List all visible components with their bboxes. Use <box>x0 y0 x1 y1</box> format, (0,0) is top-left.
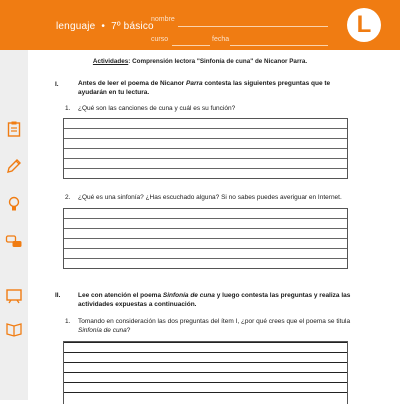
speech-bubbles-icon <box>4 232 24 252</box>
question-2-1-text-b: ? <box>126 326 131 334</box>
answer-line <box>64 148 347 149</box>
answer-box-1-2[interactable] <box>63 208 348 269</box>
header-bar <box>0 0 400 50</box>
logo-letter: L <box>356 11 372 38</box>
question-1-1-number: 1. <box>65 105 71 112</box>
pencil-icon <box>4 156 24 176</box>
answer-line <box>64 258 347 259</box>
answer-line <box>64 168 347 169</box>
section-2-text-italic: Sinfonía de cuna <box>162 292 215 299</box>
question-1-1: ¿Qué son las canciones de cuna y cuál es su función? <box>78 105 236 112</box>
worksheet-title <box>0 58 400 65</box>
answer-line <box>64 382 347 383</box>
answer-line <box>64 342 347 343</box>
question-2-1 <box>78 318 363 335</box>
book-icon <box>4 319 24 339</box>
answer-line <box>64 352 347 353</box>
light-bulb-icon <box>4 194 24 214</box>
name-field-line[interactable] <box>178 26 328 27</box>
answer-line <box>64 362 347 363</box>
question-2-1-italic: Sinfonía de cuna <box>78 326 127 334</box>
section-1-text-b: contesta las siguientes preguntas que te ayudarán en tu lectura. <box>78 80 331 96</box>
clipboard-icon <box>4 119 24 139</box>
grade-label: 7º básico <box>111 21 154 32</box>
question-1-2: ¿Qué es una sinfonía? ¿Has escuchado alguna? Si no sabes puedes averiguar en Internet. <box>78 194 342 201</box>
date-label: fecha <box>212 36 230 43</box>
answer-line <box>64 372 347 373</box>
answer-line <box>64 238 347 239</box>
section-2-text-b: y luego contesta las preguntas y realiza las actividades expuestas a continuación. <box>78 292 351 308</box>
section-2-instructions <box>78 292 363 309</box>
section-1-text-a: Antes de leer el poema de Nicanor <box>78 80 187 87</box>
title-rest: : Comprensión lectora "Sinfonía de cuna" de Nicanor Parra. <box>128 58 308 65</box>
title-activities: Actividades <box>92 58 129 65</box>
course-label: curso <box>151 36 169 43</box>
answer-line <box>64 128 347 129</box>
section-1-numeral: I. <box>55 81 59 88</box>
answer-line <box>64 158 347 159</box>
section-2-text-a: Lee con atención el poema <box>78 292 163 299</box>
answer-box-1-1[interactable] <box>63 118 348 179</box>
section-2-numeral: II. <box>55 292 61 299</box>
date-field-line[interactable] <box>230 45 328 46</box>
header-separator: • <box>101 21 106 32</box>
answer-box-2-1[interactable] <box>63 341 348 404</box>
name-label: nombre <box>151 16 175 23</box>
subject-logo <box>347 8 381 42</box>
question-1-2-number: 2. <box>65 194 71 201</box>
question-2-1-text-a: Tomando en consideración las dos preguntas del ítem I, ¿por qué crees que el poema se titula <box>78 318 351 325</box>
answer-line <box>64 228 347 229</box>
subject-label: lenguaje <box>56 21 96 32</box>
question-2-1-number: 1. <box>65 318 71 325</box>
blackboard-icon <box>4 286 24 306</box>
course-field-line[interactable] <box>172 45 210 46</box>
section-1-instructions <box>78 80 360 97</box>
answer-line <box>64 392 347 393</box>
subject-grade <box>56 21 154 32</box>
answer-line <box>64 248 347 249</box>
answer-line <box>64 138 347 139</box>
section-1-text-italic: Parra <box>186 80 203 87</box>
answer-line <box>64 218 347 219</box>
